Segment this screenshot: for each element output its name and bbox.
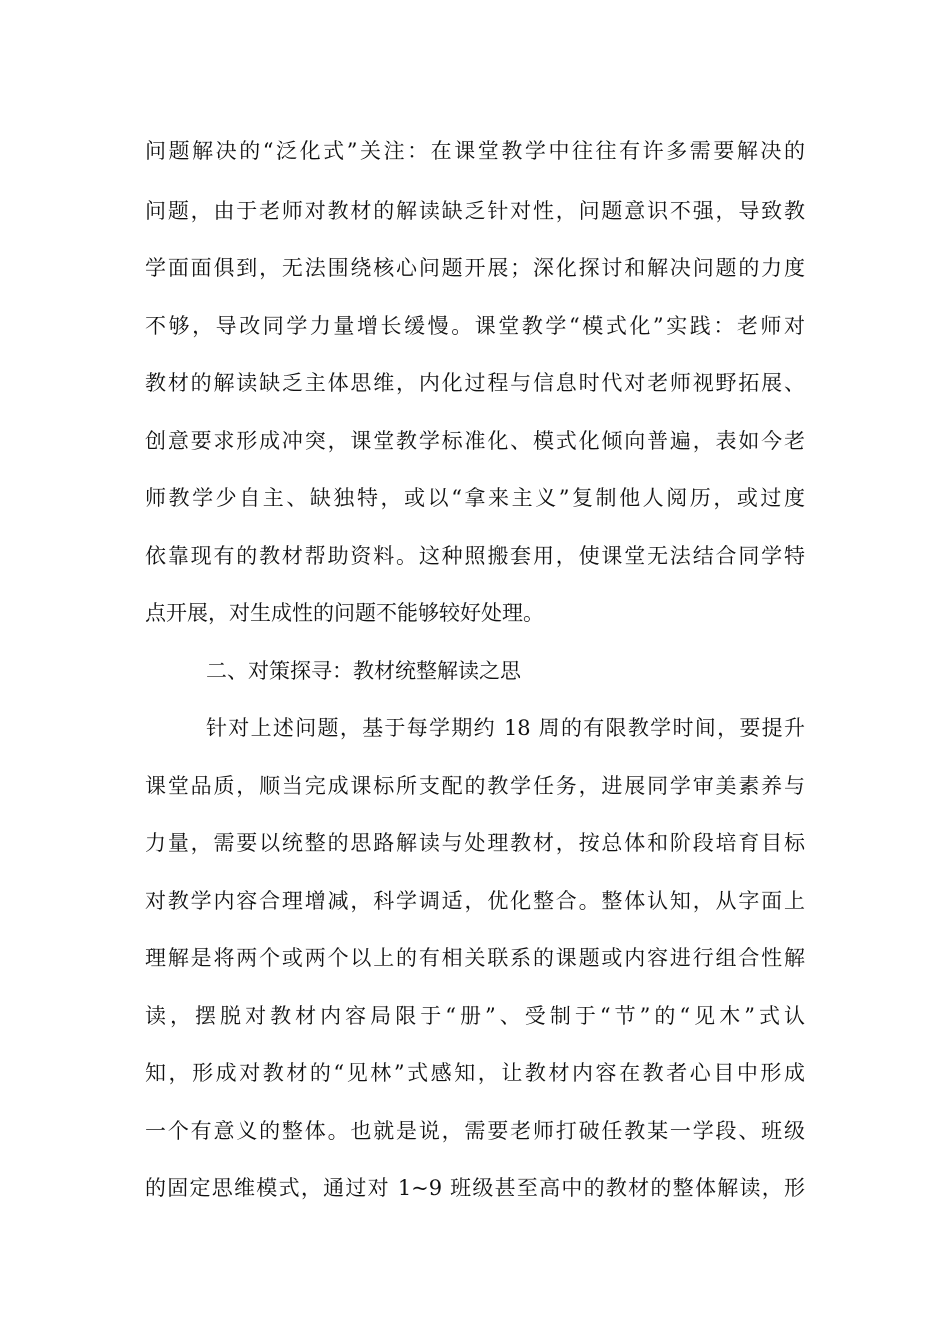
paragraph-2-line-4: 对教学内容合理增减，科学调适，优化整合。整体认知，从字面上 <box>145 889 805 913</box>
paragraph-2-line-3: 力量，需要以统整的思路解读与处理教材，按总体和阶段培育目标 <box>145 831 805 855</box>
paragraph-2-line-9: 的固定思维模式，通过对 1~9 班级甚至高中的教材的整体解读，形 <box>145 1176 805 1200</box>
paragraph-1-line-5: 教材的解读缺乏主体思维，内化过程与信息时代对老师视野拓展、 <box>145 371 805 395</box>
section-heading: 二、对策探寻：教材统整解读之思 <box>206 659 521 683</box>
paragraph-2-line-7: 知，形成对教材的“见林”式感知，让教材内容在教者心目中形成 <box>145 1061 805 1085</box>
paragraph-1-line-3: 学面面俱到，无法围绕核心问题开展；深化探讨和解决问题的力度 <box>145 256 805 280</box>
paragraph-2-line-6: 读，摆脱对教材内容局限于“册”、受制于“节”的“见木”式认 <box>145 1004 805 1028</box>
paragraph-1-line-9: 点开展，对生成性的问题不能够较好处理。 <box>145 601 544 625</box>
paragraph-1-line-7: 师教学少自主、缺独特，或以“拿来主义”复制他人阅历，或过度 <box>145 486 805 510</box>
paragraph-1-line-1: 问题解决的“泛化式”关注：在课堂教学中往往有许多需要解决的 <box>145 139 805 163</box>
paragraph-1-line-8: 依靠现有的教材帮助资料。这种照搬套用，使课堂无法结合同学特 <box>145 544 805 568</box>
paragraph-2-line-8: 一个有意义的整体。也就是说，需要老师打破任教某一学段、班级 <box>145 1119 805 1143</box>
paragraph-1-line-6: 创意要求形成冲突，课堂教学标准化、模式化倾向普遍，表如今老 <box>145 429 805 453</box>
paragraph-2-line-1: 针对上述问题，基于每学期约 18 周的有限教学时间，要提升 <box>206 716 805 740</box>
paragraph-1-line-4: 不够，导改同学力量增长缓慢。课堂教学“模式化”实践：老师对 <box>145 314 805 338</box>
paragraph-2-line-2: 课堂品质，顺当完成课标所支配的教学任务，进展同学审美素养与 <box>145 774 805 798</box>
paragraph-1-line-2: 问题，由于老师对教材的解读缺乏针对性，问题意识不强，导致教 <box>145 199 805 223</box>
paragraph-2-line-5: 理解是将两个或两个以上的有相关联系的课题或内容进行组合性解 <box>145 946 805 970</box>
